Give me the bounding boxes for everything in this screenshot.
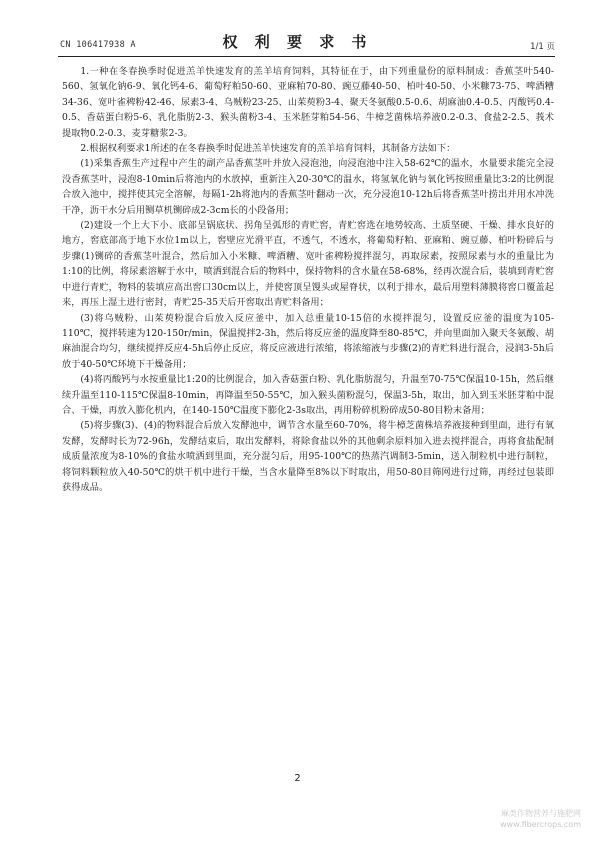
step-3-paragraph: (3)将乌贼粉、山茱萸粉混合后放入反应釜中，加入总重量10-15倍的水搅拌混匀，设置反应釜的温度为105-110℃，搅拌转速为120-150r/min，保温搅拌2-3h，然后将反应釜的温度降至80-85℃，并向里面加入聚天冬氨酸、胡麻油混合均匀，继续搅拌反应4-5h后停止反应，将反应液进行浓缩，将浓缩液与步骤(2)的青贮料进行混合，浸润3-5h后放于40-50℃环境下干燥备用；: [62, 312, 554, 370]
watermark: [500, 808, 581, 830]
page-title: 权 利 要 求 书: [222, 33, 373, 51]
step-1-paragraph: (1)采集香蕉生产过程中产生的副产品香蕉茎叶并放入浸泡池，向浸泡池中注入58-62℃的温水，水量要求能完全浸没香蕉茎叶，浸泡8-10min后将池内的水放掉，重新注入20-30℃的温水，将氢氧化钠与氧化钙按照重量比3:2的比例混合放入池中，搅拌使其完全溶解，每隔1-2h将池内的香蕉茎叶翻动一次，充分浸泡10-12h后将香蕉茎叶捞出并用水冲洗干净，沥干水分后用铡草机铡碎成2-3cm长的小段备用；: [62, 158, 554, 216]
step-4-paragraph: (4)将丙酸钙与水按重量比1:20的比例混合，加入香菇蛋白粉、乳化脂肪混匀，升温至70-75℃保温10-15h，然后继续升温至110-115℃保温8-10min，再降温至50-55℃，加入猴头菌粉混匀，保温3-5h，取出，加入到玉米胚芽粕中混合、干燥，再放入膨化机内，在140-150℃温度下膨化2-3s取出，再用粉碎机粉碎成50-80目粉末备用；: [62, 374, 554, 416]
step-5-paragraph: (5)将步骤(3)、(4)的物料混合后放入发酵池中，调节含水量至60-70%，将牛樟芝菌株培养液接种到里面，进行有氧发酵，发酵时长为72-96h，发酵结束后，取出发酵料，将除食盐以外的其他剩余原料加入进去搅拌混合，再将食盐配制成质量浓度为8-10%的食盐水喷洒到里面，充分混匀后，用95-100℃的热蒸汽调制3-5min，送入制粒机中进行制粒，将饲料颗粒放入40-50℃的烘干机中进行干燥，当含水量降至8%以下时取出，用50-80目筛网进行过筛，再经过包装即获得成品。: [62, 420, 554, 493]
document-header: [0, 0, 595, 60]
page-indicator: 1/1 页: [530, 42, 555, 52]
page-number: 2: [294, 773, 301, 784]
claim-1-paragraph: 1.一种在冬春换季时促进羔羊快速发育的羔羊培育饲料，其特征在于，由下列重量份的原料制成：香蕉茎叶540-560、氢氧化钠6-9、氧化钙4-6、葡萄籽粕50-60、亚麻粕70-80、豌豆藤40-50、柏叶40-50、小米糠73-75、啤酒糟34-36、宽叶雀稗粉42-46、尿素3-4、乌贼粉23-25、山茱萸粉3-4、聚天冬氨酸0.5-0.6、胡麻油0.4-0.5、丙酸钙0.4-0.5、香菇蛋白粉5-6、乳化脂肪2-3、猴头菌粉3-4、玉米胚芽粕54-56、牛樟芝菌株培养液0.2-0.3、食盐2-2.5、莪术提取物0.2-0.3、麦芽糖浆2-3。: [62, 66, 554, 139]
watermark-line-1: 麻类作物营养与施肥网: [501, 809, 581, 818]
claim-2-paragraph: 2.根据权利要求1所述的在冬春换季时促进羔羊快速发育的羔羊培育饲料，其制备方法如下：: [80, 143, 456, 155]
patent-number: CN 106417938 A: [60, 40, 136, 50]
watermark-line-2: www.fibercrops.com: [500, 820, 581, 829]
step-2-paragraph: (2)建设一个上大下小、底部呈锅底状、拐角呈弧形的青贮窖，青贮窖选在地势较高、土质坚硬、干燥、排水良好的地方，窖底部高于地下水位1m以上，窖壁应光滑平直，不透气，不透水，将葡萄籽粕、亚麻粕、豌豆藤、柏叶粉碎后与步骤(1)铡碎的香蕉茎叶混合，然后加入小米糠、啤酒糟、宽叶雀稗粉搅拌混匀，再取尿素，按照尿素与水的重量比为1:10的比例，将尿素溶解于水中，喷洒到混合后的物料中，保持物料的含水量在58-68%，经再次混合后，装填到青贮窖中进行青贮，物料的装填应高出窖口30cm以上，并使窖顶呈馒头或屋脊状，以利于排水，最后用塑料薄膜将窖口覆盖起来，再压上湿土进行密封，青贮25-35天后开窖取出青贮料备用；: [62, 220, 554, 309]
claims-body: [62, 64, 554, 495]
header-divider: [58, 56, 555, 57]
